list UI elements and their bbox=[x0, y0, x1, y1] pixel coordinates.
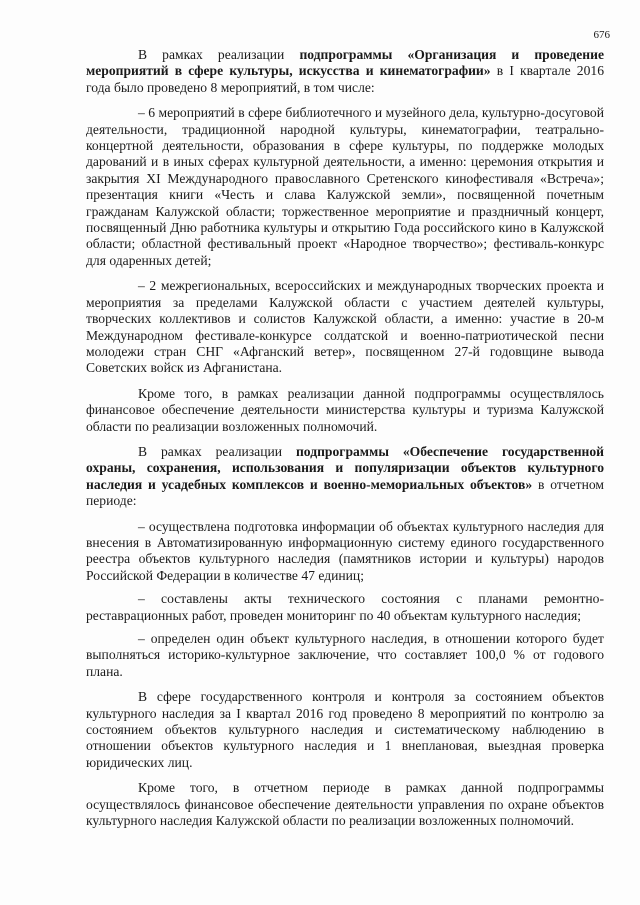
paragraph-list-item-registry-info: – осуществлена подготовка информации об объектах культурного наследия для внесения в Автоматизированную информационную систему единого государственного реестра объектов культурного наследия (памятников истории и культуры) народов Российской Федерации в количестве 47 единиц; bbox=[86, 518, 604, 583]
paragraph-subprogram-culture-intro bbox=[86, 47, 604, 96]
paragraph-state-control: В сфере государственного контроля и контроля за состоянием объектов культурного наследия за I квартал 2016 год проведено 8 мероприятий по контролю за состоянием объектов культурного наследия и систематическому наблюдению в отношении объектов культурного наследия и 1 внеплановая, выездная проверка юридических лиц. bbox=[86, 689, 604, 770]
paragraph-tail: в отчетном периоде: bbox=[86, 476, 605, 509]
paragraph-tail: в I квартале 2016 года было проведено 8 мероприятий, в том числе: bbox=[86, 63, 604, 95]
paragraph-list-item-interregional-projects: – 2 межрегиональных, всероссийских и международных творческих проекта и мероприятия за пределами Калужской области с участием деятелей культуры, творческих коллективов и солистов Калужской области, а именно: участие в 20-м Международном фестивале-конкурсе солдатской и военно-патриотической песни молодежи стран СНГ «Афганский ветер», посвященном 27-й годовщине вывода Советских войск из Афганистана. bbox=[86, 278, 604, 376]
paragraph-list-item-events-in-region: – 6 мероприятий в сфере библиотечного и музейного дела, культурно-досуговой деятельности, традиционной народной культуры, кинематографии, театрально-концертной деятельности, образования в сфере культуры, по поддержке молодых дарований и в иных сферах культурной деятельности, а именно: церемония открытия и закрытия XI Международного православного Сретенского кинофестиваля «Встреча»; презентация книги «Честь и слава Калужской земли», посвященной почетным гражданам Калужской области; торжественное мероприятие и праздничный концерт, посвященный Дню работника культуры и открытию Года российского кино в Калужской области; областной фестивальный проект «Народное творчество»; фестиваль-конкурс для одаренных детей; bbox=[86, 105, 604, 268]
paragraph-lead: В рамках реализации bbox=[138, 443, 296, 459]
paragraph-financial-support-ministry: Кроме того, в рамках реализации данной подпрограммы осуществлялось финансовое обеспечение деятельности министерства культуры и туризма Калужской области по реализации возложенных полномочий. bbox=[86, 385, 604, 434]
document-body bbox=[86, 47, 604, 838]
subprogram-title-heritage: подпрограммы «Обеспечение государственной охраны, сохранения, использования и популяризации объектов культурного наследия и усадебных комплексов и военно-мемориальных объектов» bbox=[86, 443, 604, 492]
paragraph-financial-support-department: Кроме того, в отчетном периоде в рамках данной подпрограммы осуществлялось финансовое обеспечение деятельности управления по охране объектов культурного наследия Калужской области по реализации возложенных полномочий. bbox=[86, 780, 604, 829]
paragraph-list-item-heritage-conclusion: – определен один объект культурного наследия, в отношении которого будет выполняться историко-культурное заключение, что составляет 100,0 % от годового плана. bbox=[86, 631, 604, 679]
paragraph-list-item-condition-acts: – составлены акты технического состояния с планами ремонтно-реставрационных работ, проведен мониторинг по 40 объектам культурного наследия; bbox=[86, 591, 604, 623]
paragraph-lead: В рамках реализации bbox=[138, 47, 300, 62]
paragraph-subprogram-heritage-intro bbox=[86, 444, 604, 510]
subprogram-title-culture: подпрограммы «Организация и проведение мероприятий в сфере культуры, искусства и кинематографии» bbox=[86, 47, 604, 79]
page-number: 676 bbox=[593, 29, 610, 41]
